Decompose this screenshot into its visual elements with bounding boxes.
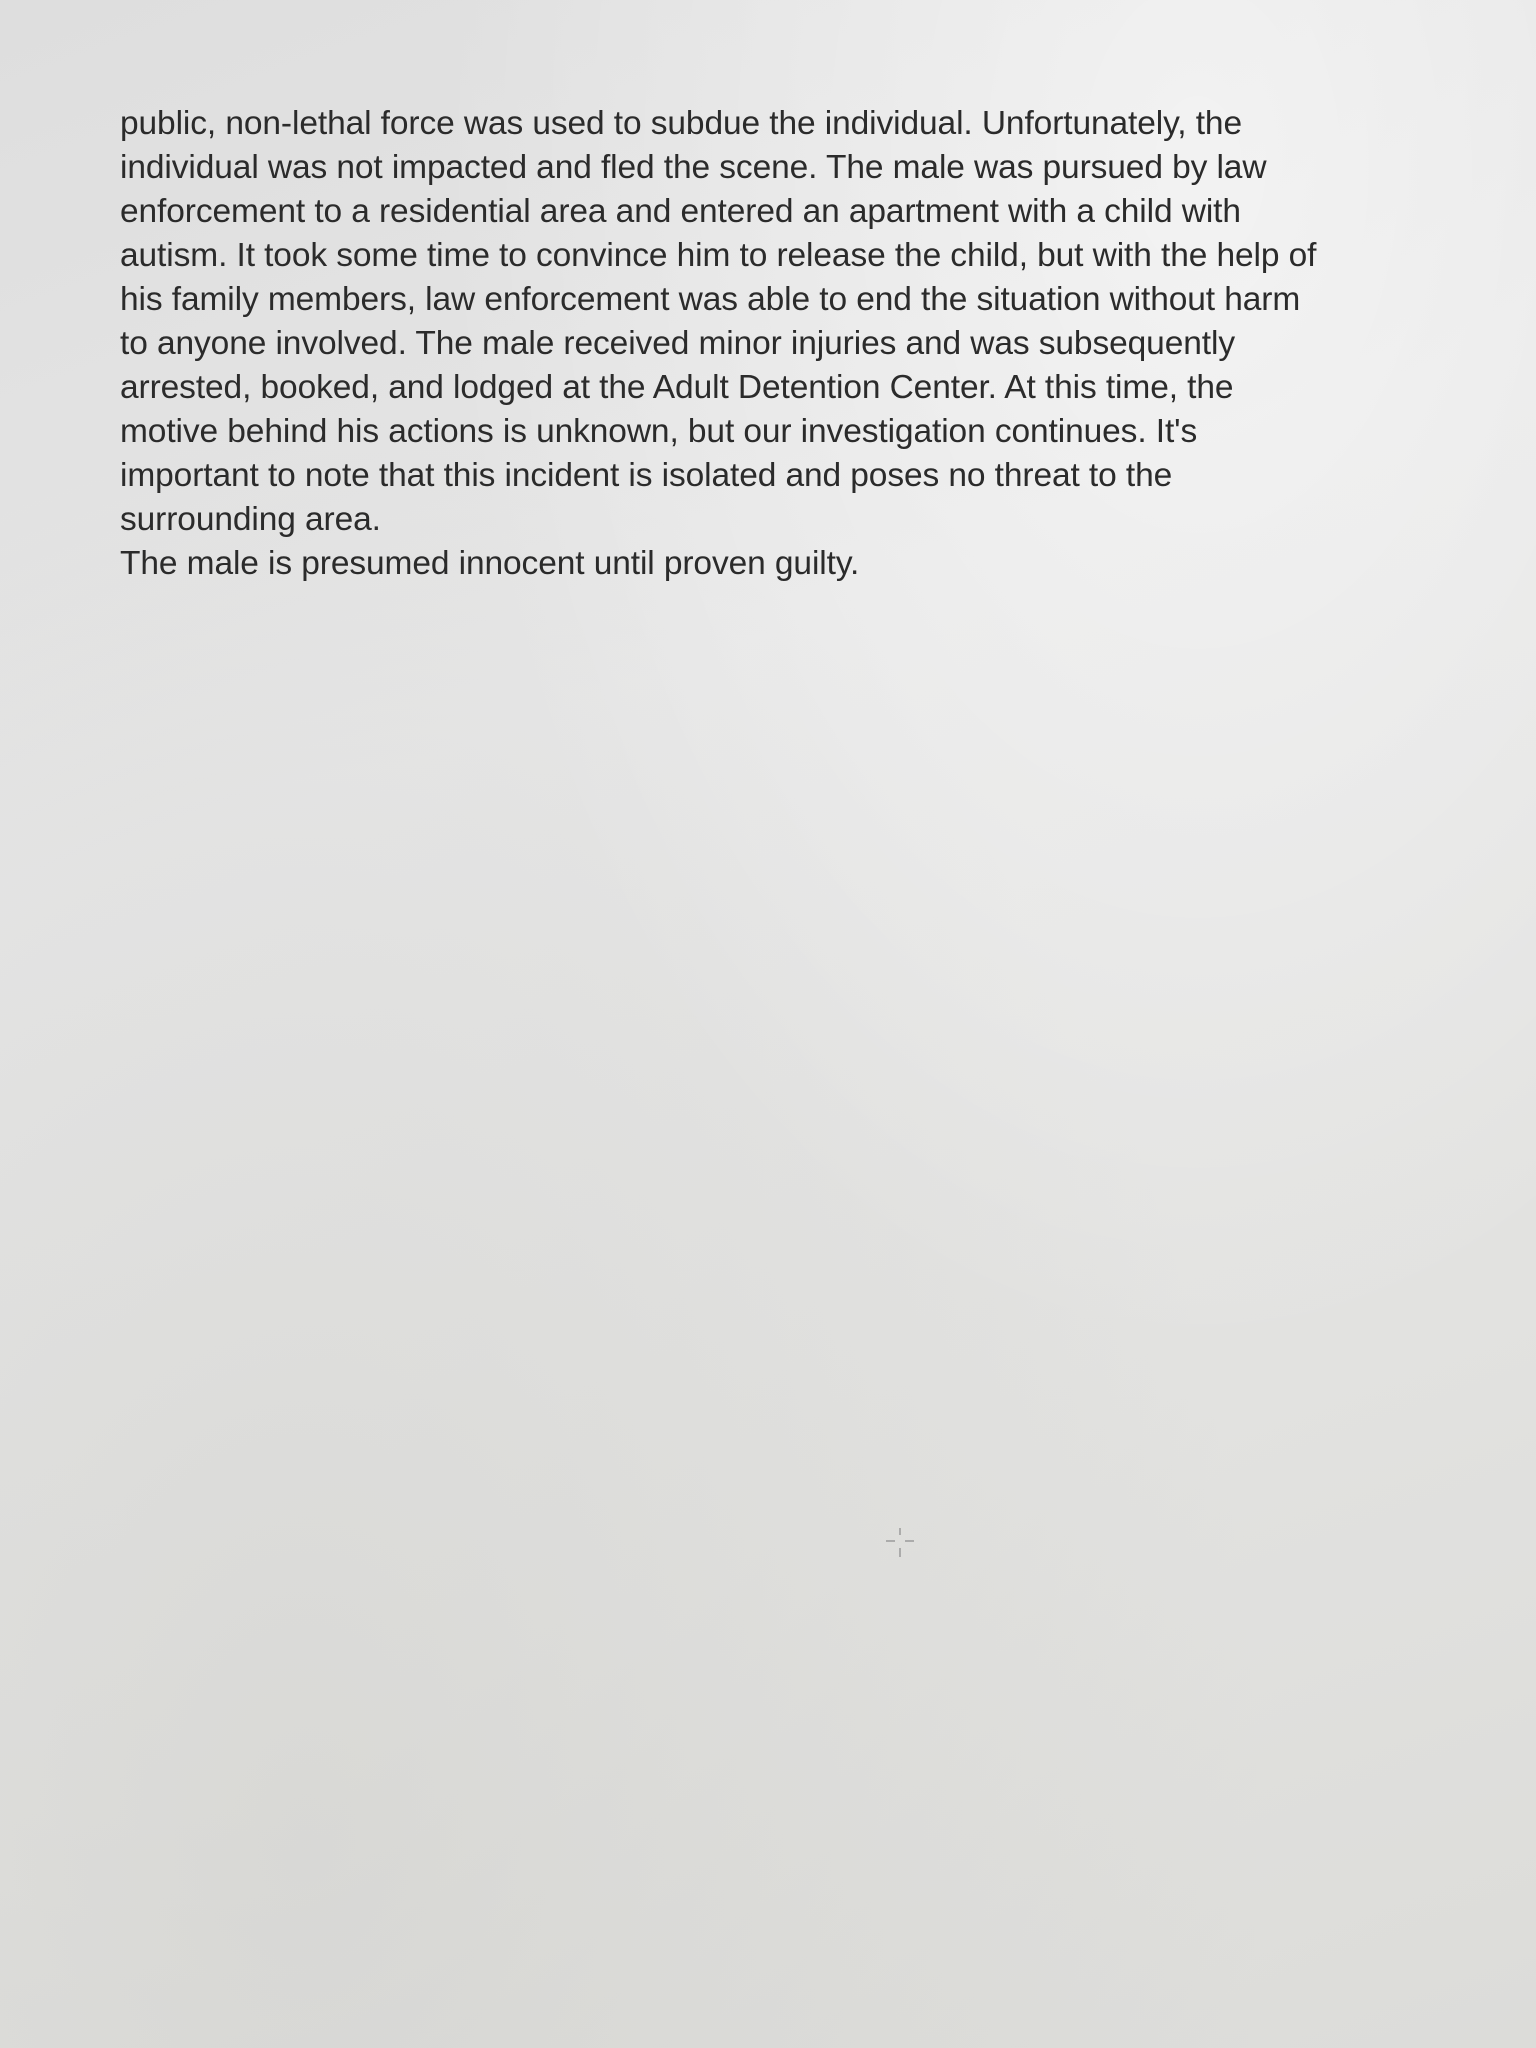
text-line-1: public, non-lethal force was used to subdue the individual. Unfortunately, the: [120, 105, 1242, 142]
text-line-2: individual was not impacted and fled the scene. The male was pursued by law: [120, 149, 1267, 186]
crosshair-cursor-icon: [886, 1528, 914, 1558]
text-line-5: his family members, law enforcement was able to end the situation without harm: [120, 281, 1301, 318]
text-line-6: to anyone involved. The male received minor injuries and was subsequently: [120, 325, 1235, 362]
text-line-7: arrested, booked, and lodged at the Adult Detention Center. At this time, the: [120, 369, 1234, 406]
text-line-11: The male is presumed innocent until proven guilty.: [120, 545, 860, 582]
text-line-3: enforcement to a residential area and entered an apartment with a child with: [120, 193, 1241, 230]
text-line-10: surrounding area.: [120, 501, 381, 538]
body-paragraph: [120, 102, 1500, 586]
text-line-9: important to note that this incident is isolated and poses no threat to the: [120, 457, 1173, 494]
text-line-4: autism. It took some time to convince him to release the child, but with the help of: [120, 237, 1317, 274]
text-line-8: motive behind his actions is unknown, but our investigation continues. It's: [120, 413, 1198, 450]
